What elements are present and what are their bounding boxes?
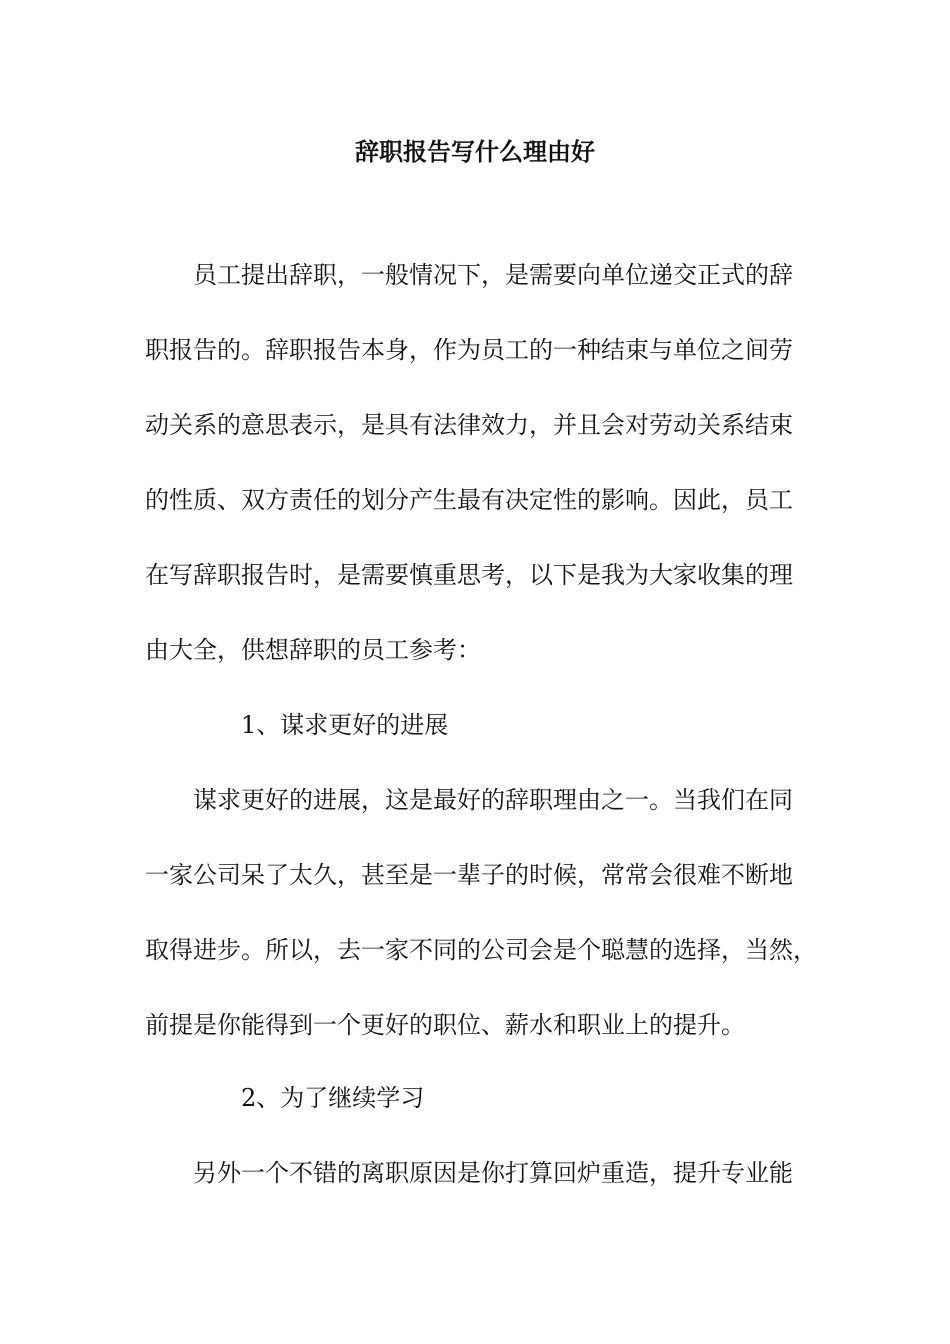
section-heading-1: 1、谋求更好的进展 [241,711,449,739]
paragraph-1-line-2: 职报告的。辞职报告本身，作为员工的一种结束与单位之间劳 [145,336,793,364]
paragraph-1-line-3: 动关系的意思表示，是具有法律效力，并且会对劳动关系结束 [145,411,793,439]
paragraph-1-line-6: 由大全，供想辞职的员工参考： [145,636,481,664]
paragraph-2-line-3: 取得进步。所以，去一家不同的公司会是个聪慧的选择，当然， [145,936,817,964]
paragraph-3-line-1: 另外一个不错的离职原因是你打算回炉重造，提升专业能 [193,1159,793,1187]
paragraph-1-line-5: 在写辞职报告时，是需要慎重思考，以下是我为大家收集的理 [145,561,793,589]
paragraph-2-line-2: 一家公司呆了太久，甚至是一辈子的时候，常常会很难不断地 [145,861,793,889]
section-heading-2: 2、为了继续学习 [241,1084,425,1112]
document-title: 辞职报告写什么理由好 [355,137,595,166]
paragraph-2-line-4: 前提是你能得到一个更好的职位、薪水和职业上的提升。 [145,1011,745,1039]
paragraph-1-line-1: 员工提出辞职，一般情况下，是需要向单位递交正式的辞 [193,261,793,289]
paragraph-1-line-4: 的性质、双方责任的划分产生最有决定性的影响。因此，员工 [145,486,793,514]
paragraph-2-line-1: 谋求更好的进展，这是最好的辞职理由之一。当我们在同 [193,786,793,814]
